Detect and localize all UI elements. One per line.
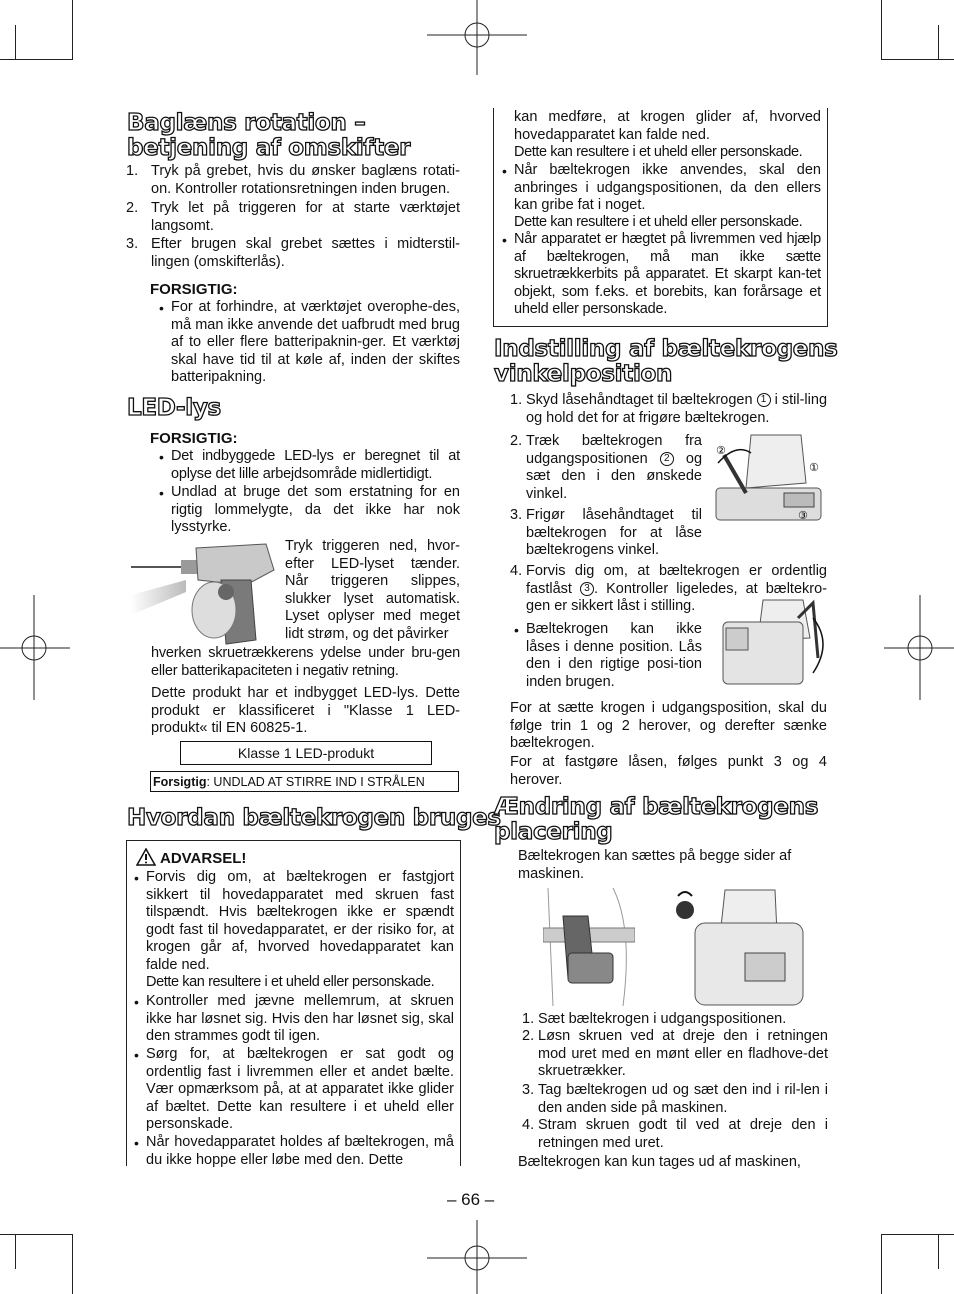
- step-text: Løsn skruen ved at dreje den i retningen mod uret med en mønt eller en fladhove-det skruetrækker.: [538, 1028, 828, 1079]
- step-text: Tryk let på triggeren for at starte værktøjet langsomt.: [151, 200, 460, 234]
- warning-bullet: Når hovedapparatet holdes af bæltekrogen, må du ikke hoppe eller løbe med den. Dette: [146, 1134, 454, 1168]
- bullet-dot: •: [502, 163, 507, 179]
- step-number: 3.: [510, 507, 523, 523]
- section-title-hook-placement: Ændring af bæltekrogens placering: [494, 794, 819, 845]
- step-number: 2.: [522, 1028, 535, 1044]
- hook-lock-illustration: [718, 598, 830, 690]
- warning-note: Dette kan resultere i et uheld eller personskade.: [514, 214, 803, 230]
- bullet-dot: •: [502, 232, 507, 248]
- placement-intro: Bæltekrogen kan sættes på begge sider af maskinen.: [518, 848, 792, 882]
- placement-tail: Bæltekrogen kan kun tages ud af maskinen,: [518, 1154, 801, 1170]
- callout-2-label: ②: [716, 444, 726, 457]
- belt-worn-illustration: [543, 888, 635, 1006]
- callout-3: 3: [580, 582, 594, 596]
- step-text: Tryk på grebet, hvis du ønsker baglæns rotati-on. Kontroller rotationsretningen inden brugen.: [151, 163, 460, 197]
- step-number: 2.: [510, 433, 523, 449]
- step-number: 4.: [510, 563, 523, 579]
- led-bullet: Undlad at bruge det som erstatning for en rigtig lommelygte, da det ikke har nok lysstyrke.: [171, 484, 460, 535]
- section-title-hook-angle: Indstilling af bæltekrogens vinkelposition: [494, 336, 838, 387]
- warning-label: ADVARSEL!: [160, 850, 247, 867]
- step-text: i stil-ling og hold det for at frigøre bæltekrogen.: [526, 392, 828, 426]
- step-number: 2.: [126, 200, 139, 216]
- led-warning-box: [150, 771, 459, 792]
- bullet-dot: •: [159, 485, 164, 501]
- hook-angle-illustration: [706, 433, 828, 525]
- step-number: 3.: [126, 236, 139, 252]
- bullet-dot: •: [134, 870, 139, 886]
- led-class-box: Klasse 1 LED-produkt: [180, 741, 432, 765]
- angle-paragraph-2: For at fastgøre låsen, følges punkt 3 og 4 herover.: [510, 754, 827, 788]
- step-number: 4.: [522, 1117, 535, 1133]
- angle-step-2: [526, 433, 702, 503]
- angle-step-1: [526, 392, 827, 427]
- section-title-reverse-rotation: Baglæns rotation – betjening af omskifter: [127, 110, 411, 161]
- step-text: Forvis dig om, at bæltekrogen er ordentlig fastlåst: [526, 563, 827, 597]
- caution-text: For at forhindre, at værktøjet overophe-des, må man ikke anvende det uafbrudt med brug af to eller flere batteripaknin-ger. Et værktøj skal have tid til at køle af, inden der skiftes batteripakning.: [171, 299, 460, 385]
- warning-note: Dette kan resultere i et uheld eller personskade.: [514, 144, 803, 160]
- bullet-dot: •: [134, 1047, 139, 1063]
- warning-bullet: Når apparatet er hægtet på livremmen ved hjælp af bæltekrogen, må man ikke sætte skruetrækkerbits på apparatet. Et skarpt kan-tet objekt, som f.eks. et borebits, kan forårsage et uheld eller personskade.: [514, 231, 821, 317]
- step-number: 1.: [126, 163, 139, 179]
- warning-bold: Forsigtig: [153, 775, 207, 789]
- callout-1-label: ①: [809, 461, 819, 474]
- section-title-belt-hook-usage: Hvordan bæltekrogen bruges: [127, 805, 501, 831]
- hook-screw-illustration: [665, 888, 807, 1006]
- angle-step-3: Frigør låsehåndtaget til bæltekrogen for at låse bæltekrogens vinkel.: [526, 507, 702, 558]
- step-number: 1.: [522, 1011, 535, 1027]
- caution-label: FORSIGTIG:: [150, 281, 238, 298]
- callout-1: 1: [757, 393, 771, 407]
- drill-led-illustration: [126, 540, 281, 648]
- step-text: og sæt den i den ønskede vinkel.: [526, 450, 703, 502]
- step-text: . Kontroller ligeledes, at bæltekro-gen er sikkert låst i stilling.: [526, 580, 827, 614]
- section-title-led: LED-lys: [127, 395, 221, 421]
- warning-bullet: Sørg for, at bæltekrogen er sat godt og ordentlig fast i livremmen eller et andet bælte. Vær opmærksom på, at at apparatet ikke glider af bæltet. Dette kan resultere i et uheld eller personskade.: [146, 1046, 454, 1132]
- angle-paragraph-1: For at sætte krogen i udgangsposition, skal du følge trin 1 og 2 herover, og derefter sænke bæltekrogen.: [510, 700, 827, 751]
- warning-continuation: kan medføre, at krogen glider af, hvorved hovedapparatet kan falde ned.: [514, 109, 821, 143]
- warning-bullet: Når bæltekrogen ikke anvendes, skal den anbringes i udgangspositionen, da den ellers kan gribe fat i noget.: [514, 162, 821, 213]
- led-continuation-text: hverken skruetrækkerens ydelse under bru-gen eller batterikapaciteten i negativ retning.: [151, 645, 460, 679]
- step-number: 3.: [522, 1082, 535, 1098]
- bullet-dot: •: [159, 300, 164, 316]
- step-text: Efter brugen skal grebet sættes i midterstil-lingen (omskifterlås).: [151, 236, 460, 270]
- led-side-text: Tryk triggeren ned, hvor-efter LED-lyset tænder. Når triggeren slippes, slukker lyset automatisk. Lyset oplyser med meget lidt strøm, og det påvirker: [285, 538, 460, 642]
- page-number: – 66 –: [447, 1190, 495, 1209]
- bullet-dot: •: [134, 994, 139, 1010]
- step-text: Tag bæltekrogen ud og sæt den ind i ril-len i den anden side på maskinen.: [538, 1082, 828, 1116]
- bullet-dot: •: [134, 1135, 139, 1151]
- led-bullet: Det indbyggede LED-lys er beregnet til at oplyse det lille arbejdsområde midlertidigt.: [171, 448, 460, 482]
- step-text: Skyd låsehåndtaget til bæltekrogen: [526, 392, 753, 408]
- callout-3-label: ③: [798, 509, 808, 522]
- warning-bullet: Kontroller med jævne mellemrum, at skruen ikke har løsnet sig. Hvis den har løsnet sig, skal den strammes godt til igen.: [146, 993, 454, 1044]
- led-product-info: Dette produkt har et indbygget LED-lys. Dette produkt er klassificeret i "Klasse 1 LED-produkt« til EN 60825-1.: [151, 685, 460, 736]
- step-number: 1.: [510, 392, 523, 408]
- bullet-dot: •: [514, 622, 519, 638]
- step-text: Stram skruen godt til ved at dreje den i retningen med uret.: [538, 1117, 828, 1151]
- step-text: Træk bæltekrogen fra udgangspositionen: [526, 433, 702, 467]
- step-text: Sæt bæltekrogen i udgangspositionen.: [538, 1011, 787, 1027]
- callout-2: 2: [660, 452, 674, 466]
- caution-label: FORSIGTIG:: [150, 430, 238, 447]
- warning-triangle-icon: [136, 848, 156, 866]
- warning-note: Dette kan resultere i et uheld eller personskade.: [146, 974, 435, 990]
- warning-rest: : UNDLAD AT STIRRE IND I STRÅLEN: [206, 775, 425, 789]
- bullet-dot: •: [159, 449, 164, 465]
- warning-bullet: Forvis dig om, at bæltekrogen er fastgjort sikkert til hovedapparatet med skruen fast tilspændt. Hvis bæltekrogen ikke er spændt godt fast til hovedapparatet, er der risiko for, at krogen går af, hvorved hovedapparatet kan falde ned.: [146, 869, 454, 973]
- angle-bullet: Bæltekrogen kan ikke låses i denne position. Lås den i den rigtige posi-tion inden brugen.: [526, 621, 702, 690]
